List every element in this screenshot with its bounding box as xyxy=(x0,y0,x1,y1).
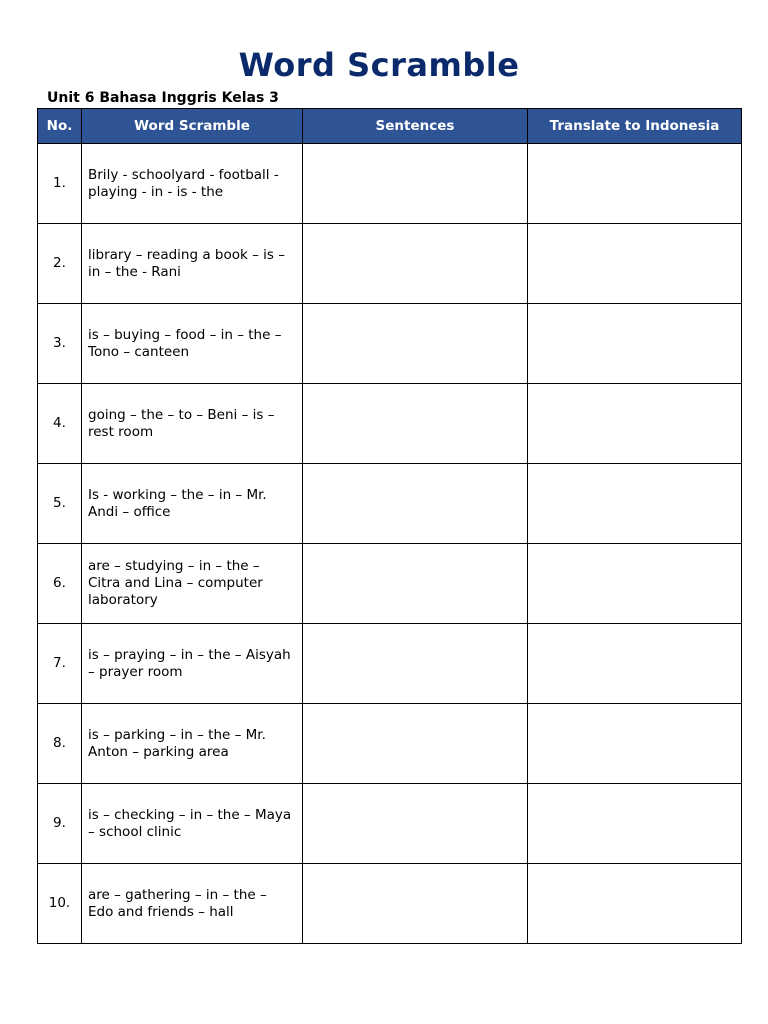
table-row xyxy=(38,544,742,624)
translation-cell[interactable] xyxy=(528,384,742,464)
sentence-cell[interactable] xyxy=(303,544,528,624)
header-no: No. xyxy=(38,109,82,144)
translation-cell[interactable] xyxy=(528,304,742,384)
header-translate: Translate to Indonesia xyxy=(528,109,742,144)
table-row xyxy=(38,224,742,304)
row-number: 4. xyxy=(38,384,82,464)
table-row xyxy=(38,704,742,784)
translation-cell[interactable] xyxy=(528,624,742,704)
word-scramble-cell: Brily - schoolyard - football - playing - in - is - the xyxy=(82,144,303,224)
row-number: 8. xyxy=(38,704,82,784)
translation-cell[interactable] xyxy=(528,864,742,944)
table-row xyxy=(38,624,742,704)
sentence-cell[interactable] xyxy=(303,304,528,384)
word-scramble-cell: Is - working – the – in – Mr. Andi – office xyxy=(82,464,303,544)
row-number: 1. xyxy=(38,144,82,224)
word-scramble-cell: are – studying – in – the – Citra and Lina – computer laboratory xyxy=(82,544,303,624)
translation-cell[interactable] xyxy=(528,704,742,784)
sentence-cell[interactable] xyxy=(303,704,528,784)
word-scramble-cell: is – buying – food – in – the – Tono – canteen xyxy=(82,304,303,384)
sentence-cell[interactable] xyxy=(303,464,528,544)
sentence-cell[interactable] xyxy=(303,864,528,944)
translation-cell[interactable] xyxy=(528,464,742,544)
sentence-cell[interactable] xyxy=(303,224,528,304)
table-header-row xyxy=(38,109,742,144)
sentence-cell[interactable] xyxy=(303,144,528,224)
row-number: 9. xyxy=(38,784,82,864)
table-row xyxy=(38,304,742,384)
translation-cell[interactable] xyxy=(528,224,742,304)
page-subtitle: Unit 6 Bahasa Inggris Kelas 3 xyxy=(47,90,279,106)
table-row xyxy=(38,784,742,864)
row-number: 6. xyxy=(38,544,82,624)
word-scramble-cell: is – parking – in – the – Mr. Anton – parking area xyxy=(82,704,303,784)
row-number: 7. xyxy=(38,624,82,704)
worksheet-table xyxy=(37,108,742,944)
table-row xyxy=(38,144,742,224)
translation-cell[interactable] xyxy=(528,544,742,624)
word-scramble-cell: is – praying – in – the – Aisyah – prayer room xyxy=(82,624,303,704)
page-title: Word Scramble xyxy=(238,46,520,84)
row-number: 5. xyxy=(38,464,82,544)
word-scramble-cell: is – checking – in – the – Maya – school clinic xyxy=(82,784,303,864)
row-number: 3. xyxy=(38,304,82,384)
word-scramble-cell: going – the – to – Beni – is – rest room xyxy=(82,384,303,464)
row-number: 2. xyxy=(38,224,82,304)
sentence-cell[interactable] xyxy=(303,784,528,864)
table-row xyxy=(38,384,742,464)
sentence-cell[interactable] xyxy=(303,384,528,464)
word-scramble-cell: are – gathering – in – the – Edo and friends – hall xyxy=(82,864,303,944)
word-scramble-cell: library – reading a book – is – in – the - Rani xyxy=(82,224,303,304)
sentence-cell[interactable] xyxy=(303,624,528,704)
translation-cell[interactable] xyxy=(528,784,742,864)
header-sentences: Sentences xyxy=(303,109,528,144)
translation-cell[interactable] xyxy=(528,144,742,224)
row-number: 10. xyxy=(38,864,82,944)
table-row xyxy=(38,464,742,544)
header-word-scramble: Word Scramble xyxy=(82,109,303,144)
table-row xyxy=(38,864,742,944)
